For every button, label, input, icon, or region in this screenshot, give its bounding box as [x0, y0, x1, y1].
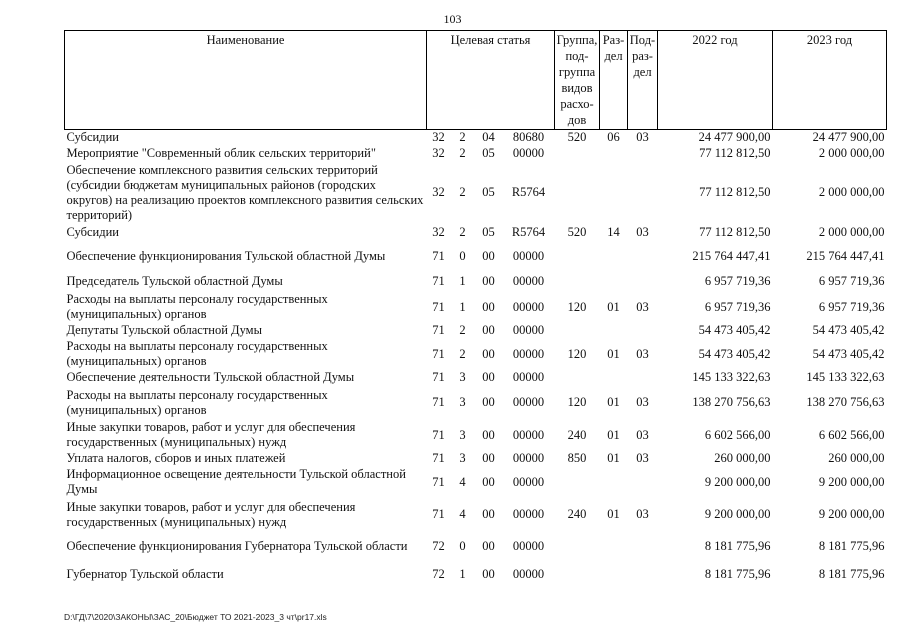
budget-table-wrapper	[64, 30, 886, 588]
row-name: Председатель Тульской областной Думы	[66, 274, 283, 288]
expense-group	[555, 146, 600, 162]
target-part-3: 00	[482, 427, 495, 442]
page-number: 103	[443, 12, 462, 26]
section	[600, 242, 628, 272]
expense-group	[555, 532, 600, 562]
subsection	[628, 467, 658, 498]
amount-2023: 138 270 756,63	[806, 395, 885, 409]
section: 01	[607, 395, 620, 409]
target-part-3: 05	[482, 146, 495, 160]
amount-2022: 260 000,00	[714, 451, 771, 465]
amount-2023: 2 000 000,00	[818, 225, 885, 239]
target-part-3: 05	[482, 225, 495, 239]
target-part-1: 71	[432, 249, 445, 263]
target-part-3: 00	[482, 539, 495, 553]
table-row	[65, 242, 887, 272]
target-part-2: 3	[459, 370, 466, 384]
amount-2023: 6 602 566,00	[818, 427, 885, 442]
target-part-3: 00	[482, 507, 495, 521]
expense-group: 520	[567, 225, 587, 239]
amount-2022: 145 133 322,63	[692, 370, 771, 384]
target-part-3: 00	[482, 323, 495, 337]
section: 01	[607, 427, 620, 442]
section	[600, 562, 628, 588]
target-part-3: 00	[482, 346, 495, 361]
target-part-2: 1	[459, 567, 466, 581]
subsection	[628, 562, 658, 588]
subsection: 03	[636, 346, 649, 361]
amount-2022: 215 764 447,41	[692, 249, 771, 263]
amount-2022: 77 112 812,50	[699, 146, 771, 160]
amount-2022: 54 473 405,42	[698, 323, 771, 337]
target-part-2: 2	[459, 323, 466, 337]
target-part-2: 2	[459, 146, 466, 160]
row-name: Информационное освещение деятельности Тульской областной Думы	[66, 467, 406, 496]
target-part-2: 1	[459, 274, 466, 288]
amount-2023: 6 957 719,36	[818, 274, 885, 288]
row-name: Обеспечение комплексного развития сельских территорий (субсидии бюджетам муниципальных районов (городских округов) на реализацию проектов комплексного развития сельских территорий)	[66, 162, 424, 222]
target-part-4: R5764	[511, 185, 546, 199]
amount-2023: 145 133 322,63	[806, 370, 885, 384]
target-part-2: 2	[459, 225, 466, 239]
amount-2022: 6 602 566,00	[704, 427, 771, 442]
amount-2022: 24 477 900,00	[698, 130, 771, 145]
header-2023: 2023 год	[773, 31, 887, 130]
section	[600, 467, 628, 498]
amount-2022: 138 270 756,63	[692, 395, 771, 409]
target-part-1: 32	[432, 185, 445, 199]
target-part-3: 00	[482, 567, 495, 581]
amount-2023: 8 181 775,96	[818, 539, 885, 553]
amount-2023: 2 000 000,00	[818, 185, 885, 199]
target-part-2: 2	[459, 346, 466, 361]
section: 14	[607, 225, 620, 239]
subsection	[628, 323, 658, 339]
target-part-1: 32	[432, 146, 445, 160]
target-part-1: 72	[432, 539, 445, 553]
subsection	[628, 532, 658, 562]
target-part-1: 71	[432, 451, 445, 465]
amount-2023: 260 000,00	[828, 451, 885, 465]
subsection: 03	[636, 395, 649, 409]
row-name: Мероприятие "Современный облик сельских территорий"	[66, 146, 376, 160]
expense-group	[555, 370, 600, 386]
target-part-3: 00	[482, 451, 495, 465]
expense-group	[555, 162, 600, 224]
target-part-1: 71	[432, 427, 445, 442]
subsection: 03	[636, 130, 649, 145]
expense-group	[555, 562, 600, 588]
table-row	[65, 292, 887, 323]
target-part-1: 71	[432, 346, 445, 361]
target-part-1: 32	[432, 225, 445, 239]
expense-group: 120	[567, 395, 587, 409]
table-row	[65, 162, 887, 224]
target-part-2: 2	[459, 185, 466, 199]
expense-group: 850	[567, 451, 587, 465]
target-part-4: R5764	[511, 225, 546, 239]
section	[600, 532, 628, 562]
target-part-3: 05	[482, 185, 495, 199]
expense-group: 120	[567, 299, 587, 314]
subsection	[628, 272, 658, 292]
expense-group: 120	[567, 346, 587, 361]
target-part-1: 71	[432, 395, 445, 409]
target-part-3: 00	[482, 474, 495, 489]
table-row	[65, 498, 887, 532]
expense-group: 520	[567, 130, 587, 145]
row-name: Расходы на выплаты персоналу государственных (муниципальных) органов	[66, 339, 328, 368]
table-row	[65, 272, 887, 292]
subsection: 03	[636, 427, 649, 442]
target-part-2: 4	[459, 474, 466, 489]
table-row	[65, 420, 887, 451]
expense-group	[555, 242, 600, 272]
table-header-row	[65, 31, 887, 130]
header-section: Раз-дел	[600, 31, 628, 130]
table-row	[65, 467, 887, 498]
table-row	[65, 451, 887, 467]
amount-2023: 9 200 000,00	[818, 474, 885, 489]
amount-2023: 8 181 775,96	[818, 567, 885, 581]
subsection: 03	[636, 451, 649, 465]
row-name: Уплата налогов, сборов и иных платежей	[66, 451, 286, 465]
target-part-1: 71	[432, 323, 445, 337]
header-target-article: Целевая статья	[427, 31, 555, 130]
amount-2022: 77 112 812,50	[699, 185, 771, 199]
table-row	[65, 323, 887, 339]
target-part-4: 00000	[512, 507, 545, 521]
row-name: Губернатор Тульской области	[66, 567, 224, 581]
amount-2023: 54 473 405,42	[812, 346, 885, 361]
table-row	[65, 370, 887, 386]
section	[600, 370, 628, 386]
table-row	[65, 146, 887, 162]
target-part-3: 00	[482, 395, 495, 409]
target-part-1: 71	[432, 507, 445, 521]
table-row	[65, 130, 887, 146]
target-part-2: 0	[459, 539, 466, 553]
target-part-2: 2	[459, 130, 466, 145]
amount-2022: 6 957 719,36	[704, 274, 771, 288]
target-part-2: 4	[459, 507, 466, 521]
expense-group	[555, 323, 600, 339]
target-part-3: 04	[482, 130, 495, 145]
amount-2023: 24 477 900,00	[812, 130, 885, 145]
target-part-3: 00	[482, 249, 495, 263]
amount-2022: 77 112 812,50	[699, 225, 771, 239]
target-part-4: 00000	[512, 567, 545, 581]
section: 01	[607, 451, 620, 465]
amount-2023: 2 000 000,00	[818, 146, 885, 160]
target-part-4: 00000	[512, 299, 545, 314]
header-group: Группа, под-группа видов расхо-дов	[555, 31, 600, 130]
target-part-4: 00000	[512, 451, 545, 465]
amount-2022: 54 473 405,42	[698, 346, 771, 361]
target-part-4: 00000	[512, 474, 545, 489]
section: 01	[607, 299, 620, 314]
expense-group	[555, 467, 600, 498]
section	[600, 272, 628, 292]
row-name: Расходы на выплаты персоналу государственных (муниципальных) органов	[66, 387, 328, 417]
section: 01	[607, 346, 620, 361]
table-row	[65, 224, 887, 242]
amount-2022: 8 181 775,96	[704, 567, 771, 581]
table-row	[65, 532, 887, 562]
section: 06	[607, 130, 620, 145]
section	[600, 323, 628, 339]
row-name: Обеспечение функционирования Губернатора Тульской области	[66, 539, 408, 553]
target-part-4: 00000	[512, 370, 545, 384]
target-part-2: 0	[459, 249, 466, 263]
target-part-4: 00000	[512, 395, 545, 409]
amount-2022: 9 200 000,00	[704, 474, 771, 489]
row-name: Субсидии	[66, 130, 119, 145]
target-part-1: 32	[432, 130, 445, 145]
amount-2022: 6 957 719,36	[704, 299, 771, 314]
header-2022: 2022 год	[658, 31, 773, 130]
target-part-1: 71	[432, 370, 445, 384]
target-part-2: 3	[459, 451, 466, 465]
target-part-3: 00	[482, 299, 495, 314]
subsection	[628, 242, 658, 272]
row-name: Обеспечение функционирования Тульской областной Думы	[66, 249, 386, 263]
target-part-4: 00000	[512, 539, 545, 553]
section	[600, 162, 628, 224]
subsection	[628, 370, 658, 386]
target-part-4: 00000	[512, 274, 545, 288]
amount-2023: 9 200 000,00	[818, 507, 885, 521]
subsection: 03	[636, 507, 649, 521]
row-name: Депутаты Тульской областной Думы	[66, 323, 262, 337]
amount-2022: 8 181 775,96	[704, 539, 771, 553]
target-part-1: 72	[432, 567, 445, 581]
section	[600, 146, 628, 162]
expense-group: 240	[567, 427, 587, 442]
subsection	[628, 162, 658, 224]
row-name: Расходы на выплаты персоналу государственных (муниципальных) органов	[66, 292, 328, 321]
subsection: 03	[636, 225, 649, 239]
target-part-2: 3	[459, 427, 466, 442]
header-subsection: Под-раз-дел	[628, 31, 658, 130]
target-part-3: 00	[482, 370, 495, 384]
target-part-4: 80680	[512, 130, 545, 145]
target-part-2: 3	[459, 395, 466, 409]
table-row	[65, 562, 887, 588]
row-name: Субсидии	[66, 225, 119, 239]
expense-group	[555, 272, 600, 292]
file-path-footer: D:\ГД\7\2020\ЗАКОНЫ\ЗАС_20\Бюджет ТО 2021-2023_3 чт\pr17.xls	[64, 612, 327, 622]
target-part-4: 00000	[512, 323, 545, 337]
subsection	[628, 146, 658, 162]
target-part-4: 00000	[512, 249, 545, 263]
row-name: Иные закупки товаров, работ и услуг для обеспечения государственных (муниципальных) нужд	[66, 420, 356, 449]
target-part-4: 00000	[512, 346, 545, 361]
amount-2022: 9 200 000,00	[704, 507, 771, 521]
target-part-1: 71	[432, 299, 445, 314]
table-row	[65, 339, 887, 370]
amount-2023: 6 957 719,36	[818, 299, 885, 314]
target-part-1: 71	[432, 274, 445, 288]
budget-table	[64, 30, 887, 588]
header-name: Наименование	[65, 31, 427, 130]
target-part-1: 71	[432, 474, 445, 489]
row-name: Иные закупки товаров, работ и услуг для обеспечения государственных (муниципальных) нужд	[66, 499, 356, 529]
subsection: 03	[636, 299, 649, 314]
table-body	[65, 130, 887, 588]
amount-2023: 215 764 447,41	[806, 249, 885, 263]
target-part-2: 1	[459, 299, 466, 314]
section: 01	[607, 507, 620, 521]
target-part-4: 00000	[512, 427, 545, 442]
target-part-4: 00000	[512, 146, 545, 160]
amount-2023: 54 473 405,42	[812, 323, 885, 337]
table-row	[65, 386, 887, 420]
row-name: Обеспечение деятельности Тульской областной Думы	[66, 370, 355, 384]
expense-group: 240	[567, 507, 587, 521]
target-part-3: 00	[482, 274, 495, 288]
